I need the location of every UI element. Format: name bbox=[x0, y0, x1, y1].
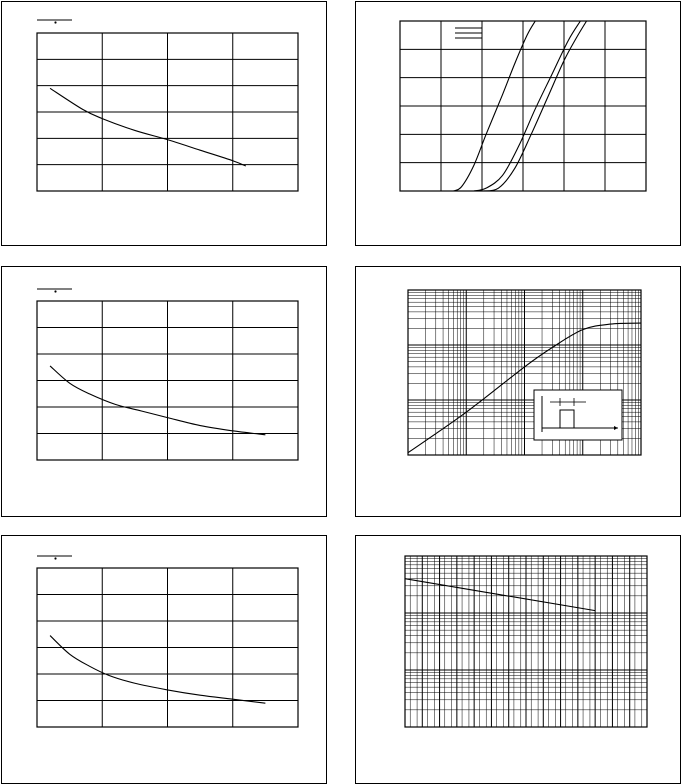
panel-frame bbox=[356, 2, 681, 246]
chart-middle-left bbox=[2, 267, 327, 517]
grid bbox=[37, 301, 298, 460]
grid bbox=[37, 33, 298, 191]
panel-frame bbox=[2, 267, 327, 517]
legend bbox=[455, 28, 482, 38]
panel-frame bbox=[2, 536, 327, 784]
graph-panels bbox=[2, 2, 681, 784]
grid bbox=[37, 568, 298, 727]
series-line-1 bbox=[405, 579, 595, 611]
chart-middle-right bbox=[356, 267, 681, 517]
grid bbox=[405, 556, 647, 727]
inset-box bbox=[534, 390, 622, 440]
chart-bottom-right bbox=[356, 536, 681, 784]
series-line-1 bbox=[50, 88, 246, 166]
chart-top-left bbox=[2, 2, 327, 246]
header-dot bbox=[54, 290, 56, 292]
chart-bottom-left bbox=[2, 536, 327, 784]
chart-top-right bbox=[356, 2, 681, 246]
header-dot bbox=[54, 557, 56, 559]
grid bbox=[400, 21, 646, 191]
header-dot bbox=[54, 21, 56, 23]
inset-pulse-diagram bbox=[534, 390, 622, 440]
panel-frame bbox=[2, 2, 327, 246]
panel-frame bbox=[356, 536, 681, 784]
